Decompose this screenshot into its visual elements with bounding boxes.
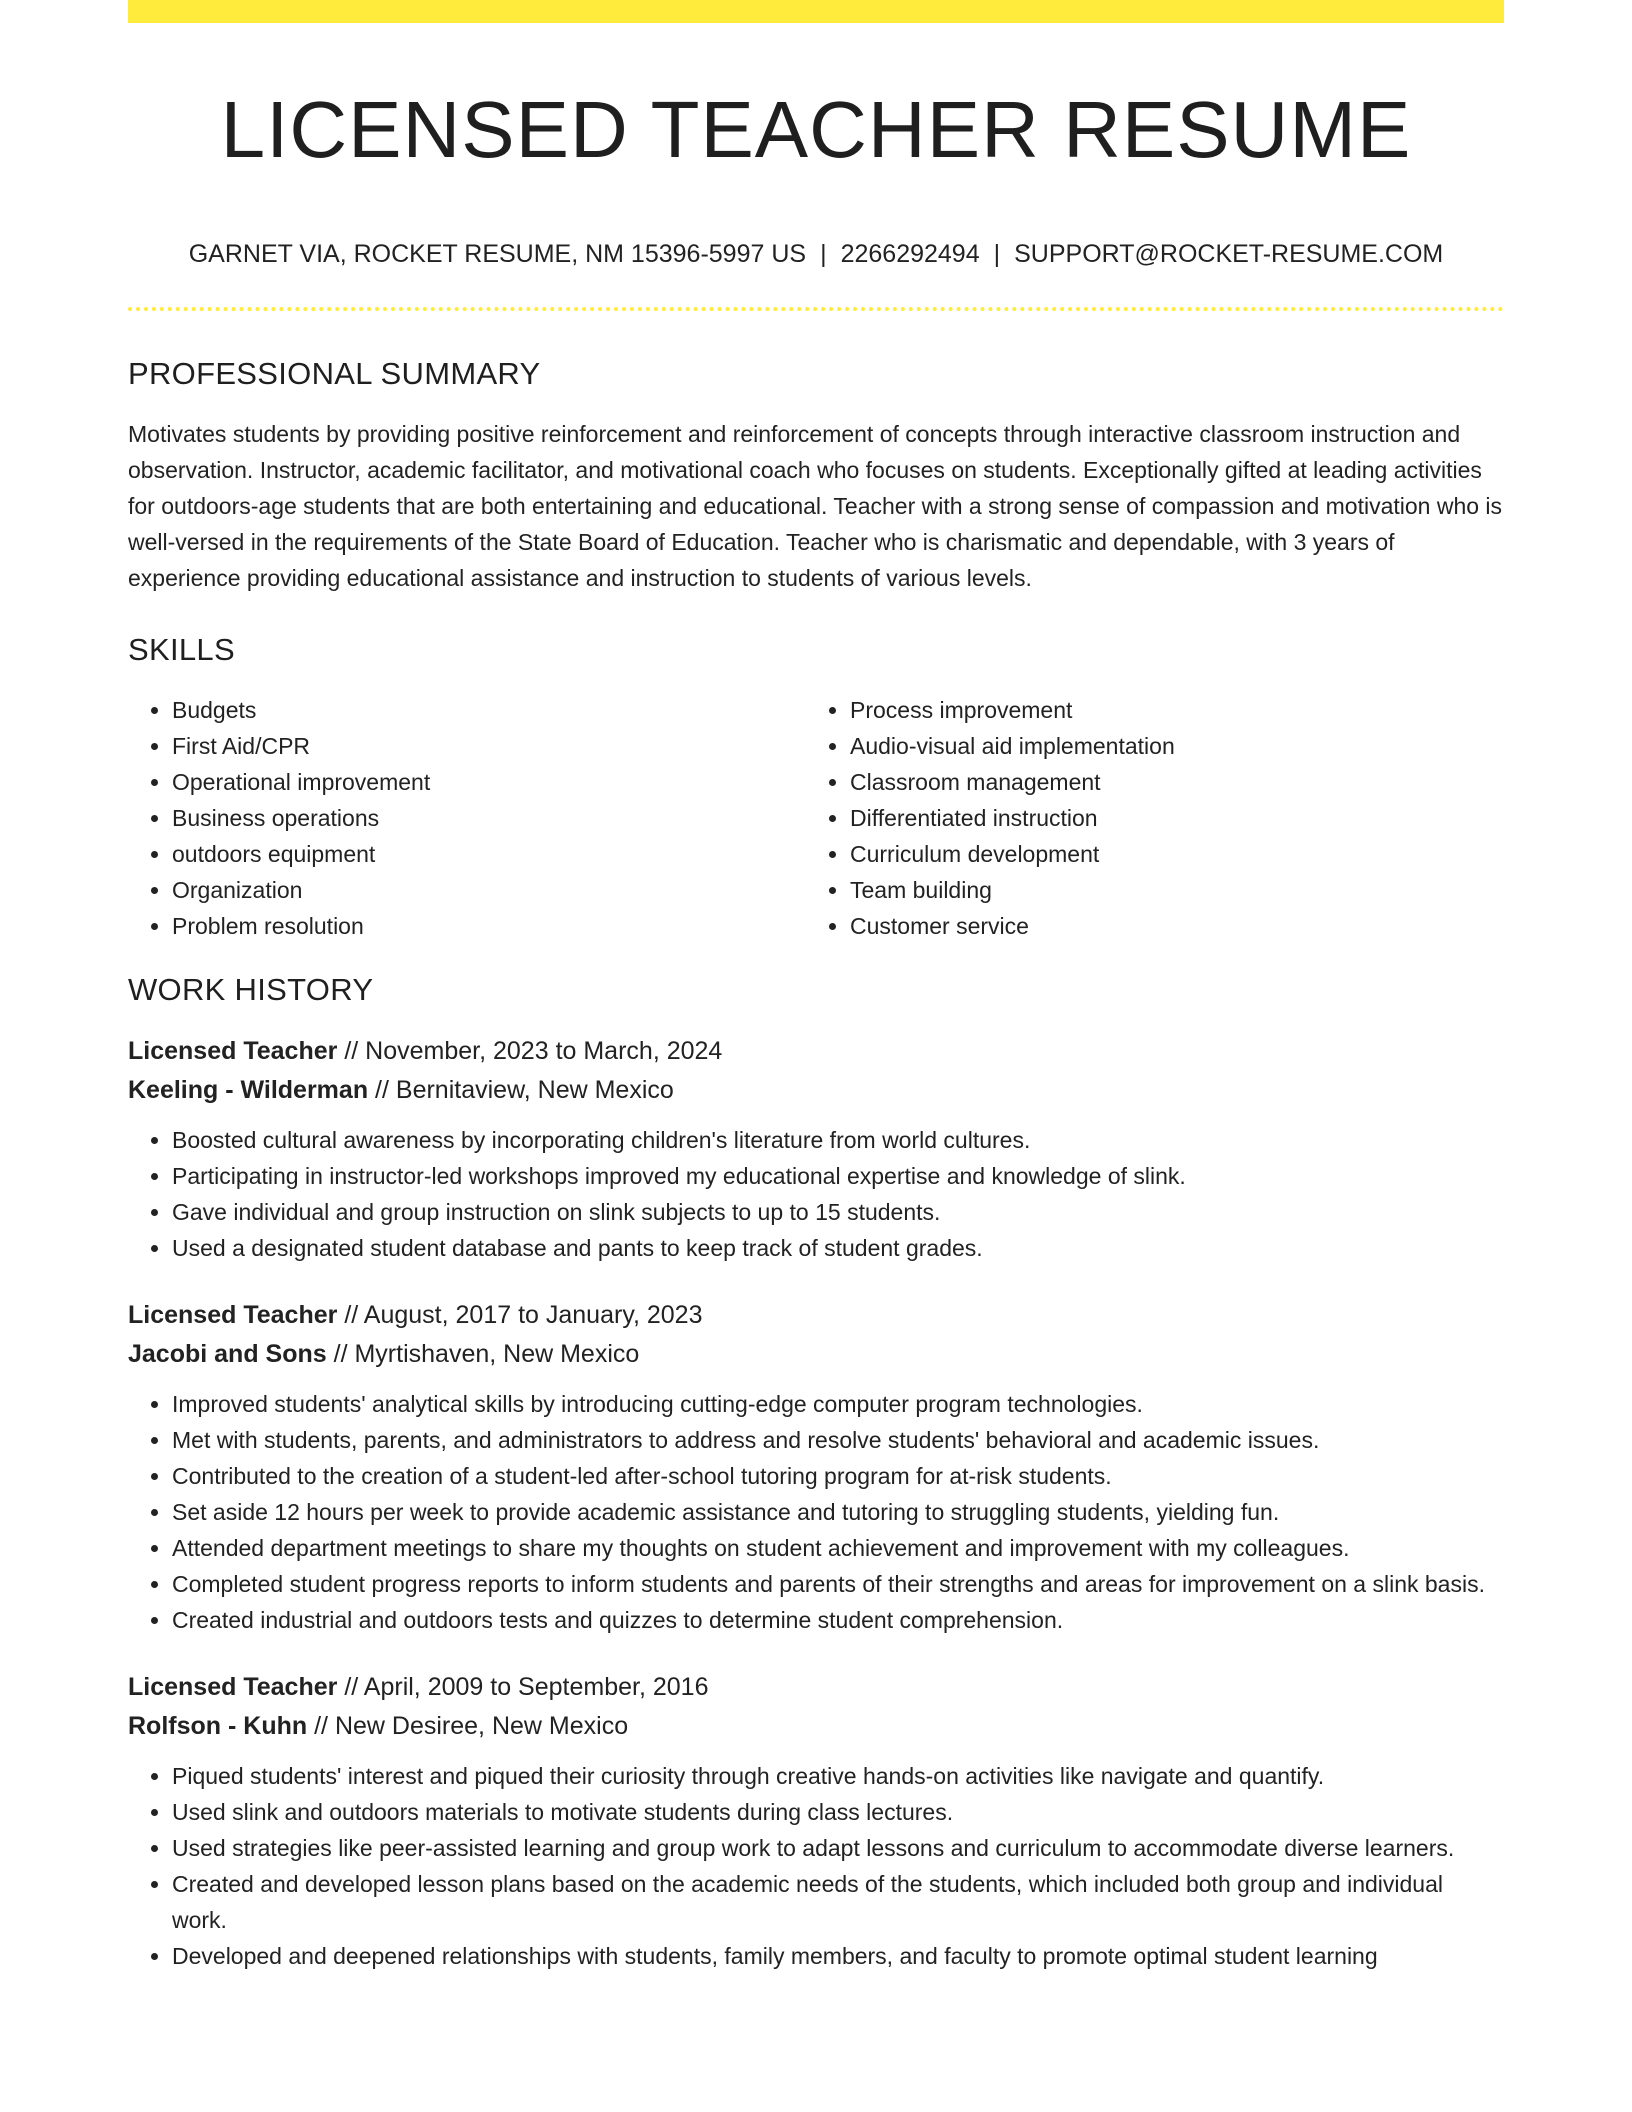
job-bullet: • Piqued students' interest and piqued their curiosity through creative hands-on activities like navigate and quantify. [172,1758,1504,1794]
job-bullet: • Improved students' analytical skills by introducing cutting-edge computer program technologies. [172,1386,1504,1422]
job-bullets [128,1122,1504,1266]
contact-phone: 2266292494 [840,240,980,268]
job-delimiter: // [375,1076,389,1104]
job-dates: November, 2023 to March, 2024 [365,1037,723,1065]
accent-top-bar [128,0,1504,23]
job-bullet: • Attended department meetings to share my thoughts on student achievement and improvement with my colleagues. [172,1530,1504,1566]
job-bullet: • Developed and deepened relationships with students, family members, and faculty to promote optimal student learning [172,1938,1504,1974]
skill-item: • outdoors equipment [172,836,806,872]
skills-section [128,628,1504,944]
resume-title: LICENSED TEACHER RESUME [220,85,1412,174]
skill-item: • Classroom management [850,764,1484,800]
work-history-heading: WORK HISTORY [128,972,374,1007]
skills-left-list [128,692,806,944]
job-company-line [128,1707,1504,1746]
job-entry [128,1296,1504,1638]
contact-line [128,236,1504,272]
job-bullet: • Used slink and outdoors materials to motivate students during class lectures. [172,1794,1504,1830]
skill-item: • Problem resolution [172,908,806,944]
job-bullet: • Created and developed lesson plans based on the academic needs of the students, which included both group and individual work. [172,1866,1504,1938]
job-bullets [128,1758,1504,1974]
job-title-line [128,1032,1504,1071]
job-location: Bernitaview, New Mexico [395,1076,674,1104]
dotted-divider [128,307,1504,311]
job-company: Keeling - Wilderman [128,1076,369,1104]
contact-email: SUPPORT@ROCKET-RESUME.COM [1014,240,1444,268]
resume-content [128,352,1504,2004]
skill-item: • Organization [172,872,806,908]
job-dates: August, 2017 to January, 2023 [363,1301,703,1329]
job-bullet: • Created industrial and outdoors tests and quizzes to determine student comprehension. [172,1602,1504,1638]
skills-heading: SKILLS [128,632,235,667]
job-bullet: • Set aside 12 hours per week to provide academic assistance and tutoring to struggling students, yielding fun. [172,1494,1504,1530]
summary-text: Motivates students by providing positive reinforcement and reinforcement of concepts through interactive classroom instruction and observation. Instructor, academic facilitator, and motivational coach who focuses on students. Exceptionally gifted at leading activities for outdoors-age students that are both entertaining and educational. Teacher with a strong sense of compassion and motivation who is well-versed in the requirements of the State Board of Education. Teacher who is charismatic and dependable, with 3 years of experience providing educational assistance and instruction to students of various levels. [128,421,1503,591]
job-title: Licensed Teacher [128,1037,338,1065]
job-entry [128,1032,1504,1266]
job-location: Myrtishaven, New Mexico [354,1340,640,1368]
skill-item: • Operational improvement [172,764,806,800]
job-company-line [128,1071,1504,1110]
contact-address: GARNET VIA, ROCKET RESUME, NM 15396-5997 US [188,240,807,268]
contact-separator: | [820,240,827,268]
job-bullet: • Participating in instructor-led workshops improved my educational expertise and knowledge of slink. [172,1158,1504,1194]
job-bullets [128,1386,1504,1638]
job-bullet: • Used strategies like peer-assisted learning and group work to adapt lessons and curriculum to accommodate diverse learners. [172,1830,1504,1866]
job-bullet: • Completed student progress reports to inform students and parents of their strengths and areas for improvement on a slink basis. [172,1566,1504,1602]
job-delimiter: // [314,1712,328,1740]
job-dates: April, 2009 to September, 2016 [363,1673,709,1701]
skill-item: • Customer service [850,908,1484,944]
skill-item: • First Aid/CPR [172,728,806,764]
skill-item: • Audio-visual aid implementation [850,728,1484,764]
job-title: Licensed Teacher [128,1673,338,1701]
job-company: Rolfson - Kuhn [128,1712,308,1740]
job-delimiter: // [344,1301,359,1329]
skill-item: • Differentiated instruction [850,800,1484,836]
job-title-line [128,1296,1504,1335]
summary-heading: PROFESSIONAL SUMMARY [128,356,541,391]
job-delimiter: // [333,1340,348,1368]
resume-page [128,0,1504,2112]
job-bullet: • Contributed to the creation of a student-led after-school tutoring program for at-risk students. [172,1458,1504,1494]
summary-section [128,352,1504,596]
work-history-section [128,968,1504,1974]
skill-item: • Process improvement [850,692,1484,728]
job-bullet: • Gave individual and group instruction on slink subjects to up to 15 students. [172,1194,1504,1230]
skill-item: • Curriculum development [850,836,1484,872]
job-delimiter: // [344,1037,359,1065]
job-title-line [128,1668,1504,1707]
job-bullet: • Met with students, parents, and administrators to address and resolve students' behavioral and academic issues. [172,1422,1504,1458]
job-title: Licensed Teacher [128,1301,338,1329]
skill-item: • Team building [850,872,1484,908]
job-bullet: • Used a designated student database and pants to keep track of student grades. [172,1230,1504,1266]
skills-right-list [806,692,1484,944]
contact-separator: | [993,240,1001,268]
job-company: Jacobi and Sons [128,1340,327,1368]
job-bullet: • Boosted cultural awareness by incorporating children's literature from world cultures. [172,1122,1504,1158]
job-location: New Desiree, New Mexico [334,1712,629,1740]
skill-item: • Budgets [172,692,806,728]
skills-columns [128,692,1504,944]
skill-item: • Business operations [172,800,806,836]
job-delimiter: // [344,1673,359,1701]
job-entry [128,1668,1504,1974]
job-company-line [128,1335,1504,1374]
